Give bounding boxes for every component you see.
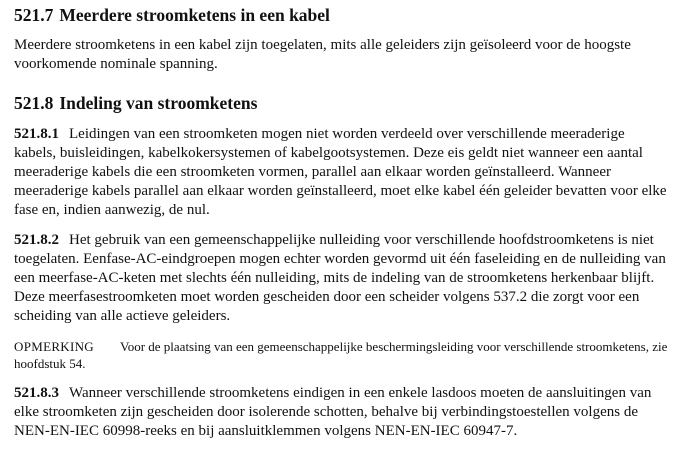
clause-521-8-3 xyxy=(14,384,670,441)
clause-521-8-2 xyxy=(14,231,670,326)
section-title: Indeling van stroomketens xyxy=(59,93,258,113)
section-number: 521.7 xyxy=(14,5,54,25)
clause-number: 521.8.1 xyxy=(14,126,59,142)
section-heading-521-7 xyxy=(14,4,670,26)
clause-text: Het gebruik van een gemeenschappelijke nulleiding voor verschillende hoofdstroomketens is niet toegelaten. Eenfase-AC-eindgroepen mogen echter worden gevormd uit één faseleiding en de nulleiding van een meerfase-AC-keten met slechts één nulleiding, mits de indeling van de stroomketens herkenbaar blijft. Deze meerfasestroomketen moet worden gescheiden door een scheider volgens 537.2 die zorgt voor een scheiding van alle actieve geleiders. xyxy=(14,232,666,324)
section-number: 521.8 xyxy=(14,93,54,113)
clause-521-8-1 xyxy=(14,125,670,220)
note-text: Voor de plaatsing van een gemeenschappelijke beschermingsleiding voor verschillende stroomketens, zie hoofdstuk 54. xyxy=(14,339,668,371)
note xyxy=(14,338,670,372)
clause-text: Wanneer verschillende stroomketens eindigen in een enkele lasdoos moeten de aansluitingen van elke stroomketen zijn gescheiden door isolerende schotten, behalve bij verbindingstoestellen volgens de NEN-EN-IEC 60998-reeks en bij aansluitklemmen volgens NEN-EN-IEC 60947-7. xyxy=(14,385,652,439)
clause-number: 521.8.3 xyxy=(14,385,59,401)
clause-text: Leidingen van een stroomketen mogen niet worden verdeeld over verschillende meeraderige kabels, buisleidingen, kabelkokersystemen of kabelgootsystemen. Deze eis geldt niet wanneer een aantal meeraderige kabels die een stroomketen vormen, parallel aan elkaar worden geïnstalleerd. Wanneer meeraderige kabels parallel aan elkaar worden geïnstalleerd, moet elke kabel één geleider bevatten voor elke fase en, indien aanwezig, de nul. xyxy=(14,126,667,218)
section-body: Meerdere stroomketens in een kabel zijn toegelaten, mits alle geleiders zijn geïsoleerd voor de hoogste voorkomende nominale spanning. xyxy=(14,37,631,72)
section-heading-521-8 xyxy=(14,92,670,114)
note-label: OPMERKING xyxy=(14,339,94,354)
section-title: Meerdere stroomketens in een kabel xyxy=(59,5,330,25)
clause-number: 521.8.2 xyxy=(14,232,59,248)
